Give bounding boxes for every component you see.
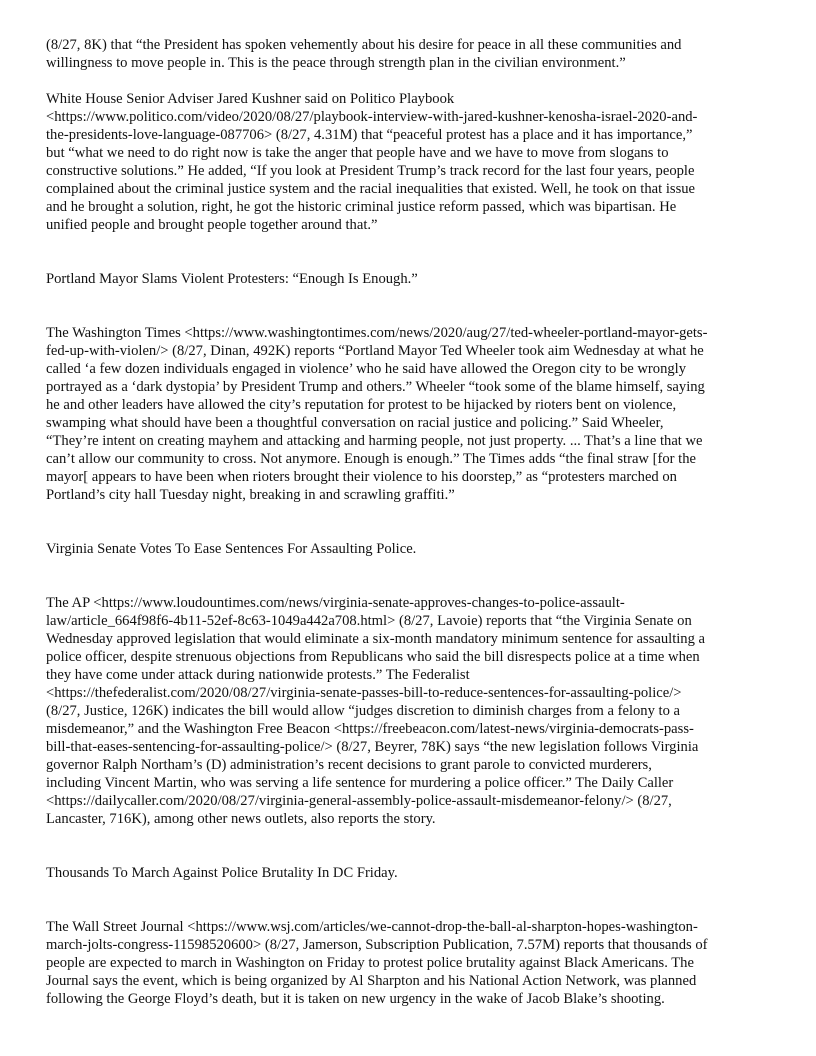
paragraph-wall-street-journal: The Wall Street Journal <https://www.wsj.com/articles/we-cannot-drop-the-ball-al-sharpton-hopes-washington- march-jolts-congress-11598520600> (8/27, Jamerson, Subscription Publication, 7.57M) reports that thousands of people are expected to march in Washington on Friday to protest police brutality against Black Americans. The Journal says the event, which is being organized by Al Sharpton and his National Action Network, was planned following the George Floyd’s death, but it is taken on new urgency in the wake of Jacob Blake’s shooting. bbox=[46, 919, 708, 1007]
paragraph-peace-through-strength: (8/27, 8K) that “the President has spoken vehemently about his desire for peace in all these communities and willingness to move people in. This is the peace through strength plan in the civilian environment.” bbox=[46, 37, 682, 71]
paragraph-washington-times: The Washington Times <https://www.washingtontimes.com/news/2020/aug/27/ted-wheeler-portland-mayor-gets- fed-up-with-violen/> (8/27, Dinan, 492K) reports “Portland Mayor Ted Wheeler took aim Wednesday at what he called ‘a few dozen individuals engaged in violence’ who he said have allowed the Oregon city to be wrongly portrayed as a ‘dark dystopia’ by President Trump and others.” Wheeler “took some of the blame himself, saying he and other leaders have allowed the city’s reputation for protest to be hijacked by rioters bent on violence, swamping what should have been a thoughtful conversation on racial justice and policing.” Said Wheeler, “They’re intent on creating mayhem and attacking and harming people, not just property. ... That’s a line that we can’t allow our community to cross. Not anymore. Enough is enough.” The Times adds “the final straw [for the mayor[ appears to have been when rioters brought their violence to his doorstep,” as “protesters marched on Portland’s city hall Tuesday night, breaking in and scrawling graffiti.” bbox=[46, 325, 708, 503]
paragraph-kushner-playbook: White House Senior Adviser Jared Kushner said on Politico Playbook <https://www.politico.com/video/2020/08/27/playbook-interview-with-jared-kushner-kenosha-israel-2020-and- the-presidents-love-language-087706> (8/27, 4.31M) that “peaceful protest has a place and it has importance,” but “what we need to do right now is take the anger that people have and we have to move from slogans to constructive solutions.” He added, “If you look at President Trump’s track record for the last four years, people complained about the criminal justice system and the racial inequalities that existed. Well, he took on that issue and he brought a solution, right, he got the historic criminal justice reform passed, which was bipartisan. He unified people and brought people together around that.” bbox=[46, 91, 698, 233]
paragraph-ap-virginia: The AP <https://www.loudountimes.com/news/virginia-senate-approves-changes-to-police-assault- law/article_664f98f6-4b11-52ef-8c63-1049a442a708.html> (8/27, Lavoie) reports that “the Virginia Senate on Wednesday approved legislation that would eliminate a six-month mandatory minimum sentence for assaulting a police officer, despite strenuous objections from Republicans who said the bill disrespects police at a time when they have come under attack during nationwide protests.” The Federalist <https://thefederalist.com/2020/08/27/virginia-senate-passes-bill-to-reduce-sentences-for-assaulting-police/> (8/27, Justice, 126K) indicates the bill would allow “judges discretion to diminish charges from a felony to a misdemeanor,” and the Washington Free Beacon <https://freebeacon.com/latest-news/virginia-democrats-pass- bill-that-eases-sentencing-for-assaulting-police/> (8/27, Beyrer, 78K) says “the new legislation follows Virginia governor Ralph Northam’s (D) administration’s recent decisions to grant parole to convicted murderers, including Vincent Martin, who was serving a life sentence for murdering a police officer.” The Daily Caller <https://dailycaller.com/2020/08/27/virginia-general-assembly-police-assault-misdemeanor-felony/> (8/27, Lancaster, 716K), among other news outlets, also reports the story. bbox=[46, 595, 706, 827]
headline-virginia-senate: Virginia Senate Votes To Ease Sentences For Assaulting Police. bbox=[46, 541, 417, 557]
headline-portland-mayor: Portland Mayor Slams Violent Protesters: “Enough Is Enough.” bbox=[46, 271, 418, 287]
document-page bbox=[46, 36, 774, 1008]
headline-dc-march: Thousands To March Against Police Brutality In DC Friday. bbox=[46, 865, 398, 881]
